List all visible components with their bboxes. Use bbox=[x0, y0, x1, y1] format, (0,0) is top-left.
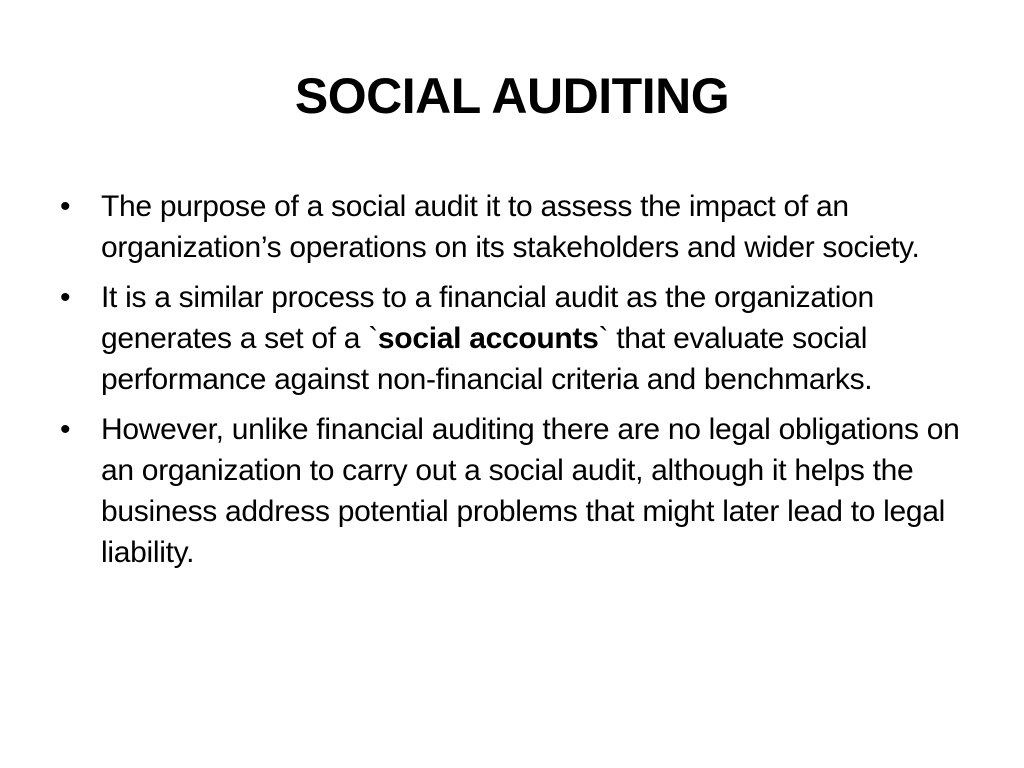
slide-title: SOCIAL AUDITING bbox=[294, 68, 730, 124]
bullet-item-3 bbox=[60, 409, 960, 573]
bullet-dot-icon: • bbox=[60, 281, 71, 314]
bullet-item-2 bbox=[60, 277, 960, 400]
bullet-text-before: It is a similar process to a financial audit as the organization generates a set of a ` bbox=[101, 281, 874, 355]
bullet-text: The purpose of a social audit it to assess the impact of an organization’s operations on its stakeholders and wider society. bbox=[101, 190, 920, 264]
bullet-dot-icon: • bbox=[60, 190, 71, 223]
bullet-dot-icon: • bbox=[60, 413, 71, 446]
bullet-text: However, unlike financial auditing there are no legal obligations on an organization to carry out a social audit, although it helps the business address potential problems that might later lead to legal liability. bbox=[101, 413, 960, 569]
bullet-item-1 bbox=[60, 186, 960, 268]
bullet-bold-term: social accounts bbox=[377, 322, 599, 355]
bullet-text-after: ` that evaluate social performance against non-financial criteria and benchmarks. bbox=[101, 322, 873, 396]
bullet-list bbox=[60, 186, 960, 582]
